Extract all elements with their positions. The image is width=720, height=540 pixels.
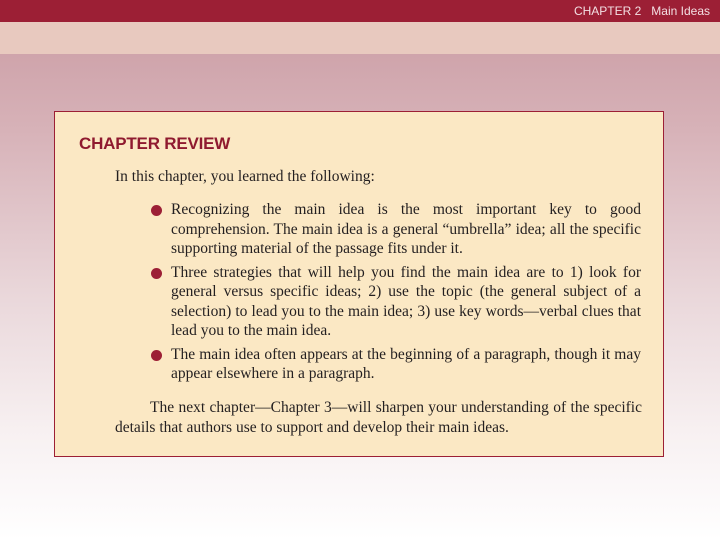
closing-paragraph: The next chapter—Chapter 3—will sharpen your understanding of the specific details that authors use to support and develop their main ideas.: [115, 399, 642, 436]
chapter-header: CHAPTER 2 Main Ideas: [573, 4, 710, 18]
list-item-text: Recognizing the main idea is the most important key to good comprehension. The main idea is a general “umbrella” idea; all the specific supporting material of the passage fits under it.: [171, 201, 641, 257]
header-bar: [0, 0, 720, 22]
list-item: [151, 345, 641, 384]
list-item: [151, 263, 641, 341]
header-band: [0, 22, 720, 54]
bullet-dot-icon: [151, 268, 162, 279]
bullet-dot-icon: [151, 205, 162, 216]
list-item: [151, 200, 641, 259]
bullet-dot-icon: [151, 350, 162, 361]
list-item-text: Three strategies that will help you find the main idea are to 1) look for general versus specific ideas; 2) use the topic (the general subject of a selection) to lead you to the main idea; 3) use key words—verbal clues that lead you to the main idea.: [171, 263, 641, 339]
intro-text: In this chapter, you learned the following:: [115, 168, 375, 185]
list-item-text: The main idea often appears at the beginning of a paragraph, though it may appear elsewhere in a paragraph.: [171, 345, 641, 382]
chapter-review-card: [54, 111, 664, 457]
bullet-list: [151, 200, 641, 388]
card-title: CHAPTER REVIEW: [79, 134, 231, 153]
